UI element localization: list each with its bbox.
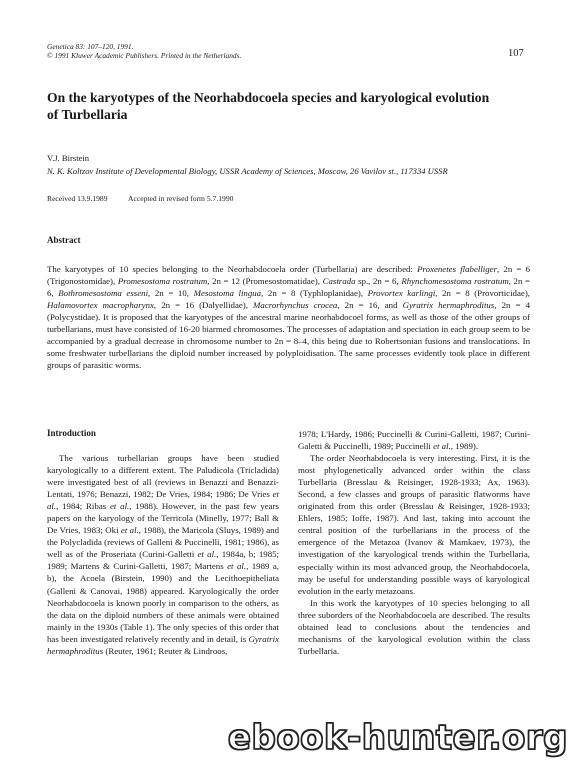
- paper-title: On the karyotypes of the Neorhabdocoela species and karyological evolution of Turbellaria: [47, 90, 490, 122]
- introduction-right-column: [298, 428, 530, 657]
- abstract-heading: Abstract: [47, 235, 81, 245]
- received-date: Received 13.9.1989: [47, 194, 108, 203]
- author-affiliation: N. K. Koltzov Institute of Developmental Biology, USSR Academy of Sciences, Moscow, 26 Vavilov st., 117334 USSR: [47, 166, 448, 176]
- introduction-paragraph-3: In this work the karyotypes of 10 species belonging to all three suborders of the Neorhabdocoela are described. The results obtained lead to conclusions about the tendencies and mechanisms of the karyological evolution within the class Turbellaria.: [298, 597, 530, 656]
- abstract-paragraph: The karyotypes of 10 species belonging to the Neorhabdocoela order (Turbellaria) are described: Proxenetes flabelliger, 2n = 6 (Trigonostomidae), Promesostoma rostratum, 2n = 12 (Promesostomatidae), Castrada sp., 2n = 6, Rhynchomesostoma rostratum, 2n = 6, Bothromesostoma esseni, 2n = 10, Mesostoma lingua, 2n = 8 (Typhloplanidae), Provortex karlingi, 2n = 8 (Provorticidae), Halamovortex macropharynx, 2n = 16 (Dalyellidae), Macrorhynchus crocea, 2n = 16, and Gyratrix hermaphroditus, 2n = 4 (Polycystidae). It is proposed that the karyotypes of the ancestral marine neorhabdocoel forms, as well as those of the other groups of turbellarians, must have consisted of 16-20 biarmed chromosomes. The processes of adaptation and speciation in each group seem to be accompanied by a gradual decrease in chromosome number to 2n = 8–4, this being due to Robertsonian fusions and translocations. In some freshwater turbellarians the diploid number increased by polyploidisation. The same processes evidently took place in different groups of parasitic worms.: [47, 264, 530, 371]
- introduction-paragraph-1-continued: 1978; L'Hardy, 1986; Puccinelli & Curini-Galletti, 1987; Curini-Galetti & Puccinelli, 1989; Puccinelli et al., 1989).: [298, 429, 530, 452]
- watermark-logo: ebook-hunter.org: [227, 718, 568, 758]
- introduction-paragraph-1: The various turbellarian groups have been studied karyologically to a different extent. The Paludicola (Tricladida) were investigated best of all (reviews in Benazzi and Benazzi-Lentati, 1976; Benazzi, 1982; De Vries, 1984; 1986; De Vries et al., 1984; Ribas et al., 1988). However, in the past few years papers on the karyology of the Terricola (Minelly, 1977; Ball & De Vries, 1983; Oki et al., 1988), the Maricola (Sluys, 1989) and the Polycladida (reviews of Galleni & Puccinelli, 1981; 1986), as well as of the Proseriata (Curini-Galletti et al., 1984a, b; 1985; 1989; Martens & Curini-Galletti, 1987; Martens et al., 1989 a, b), the Acoela (Birstein, 1990) and the Lecithoepitheliata (Galleni & Canovai, 1988) appeared. Karyologically the order Neorhabdocoela is known poorly in comparison to the others, as the data on the diploid numbers of these animals were obtained mainly in the 1930s (Table 1). The only species of this order that has been investigated relatively recently and in detail, is Gyratrix hermaphroditus (Reuter, 1961; Reuter & Lindroos,: [47, 453, 280, 656]
- copyright-line: © 1991 Kluwer Academic Publishers. Printed in the Netherlands.: [47, 51, 242, 60]
- introduction-left-column: [47, 452, 279, 657]
- journal-citation: Genetica 83: 107–120, 1991.: [47, 42, 134, 51]
- page-number: 107: [508, 48, 524, 59]
- author-name: V.J. Birstein: [47, 153, 90, 163]
- introduction-paragraph-2: The order Neorhabdocoela is very interesting. First, it is the most phylogenetically advanced order within the class Turbellaria (Bresslau & Reisinger, 1928-1933; Ax, 1963). Second, a few classes and groups of parasitic flatworms have originated from this order (Bresslau & Reisinger, 1928-1933; Ehlers, 1985; Ioffe, 1987). And last, taking into account the central position of the turbellarians in the process of the emergence of the Metazoa (Ivanov & Mamkaev, 1973), the investigation of the karyological trends within the Turbellaria, especially within its most advanced group, the Neorhabdocoela, may be useful for understanding possible ways of karyological evolution in the early metazoans.: [298, 453, 530, 596]
- abstract-text: [47, 263, 530, 371]
- accepted-date: Accepted in revised form 5.7.1990: [128, 194, 234, 203]
- introduction-heading: Introduction: [47, 428, 96, 438]
